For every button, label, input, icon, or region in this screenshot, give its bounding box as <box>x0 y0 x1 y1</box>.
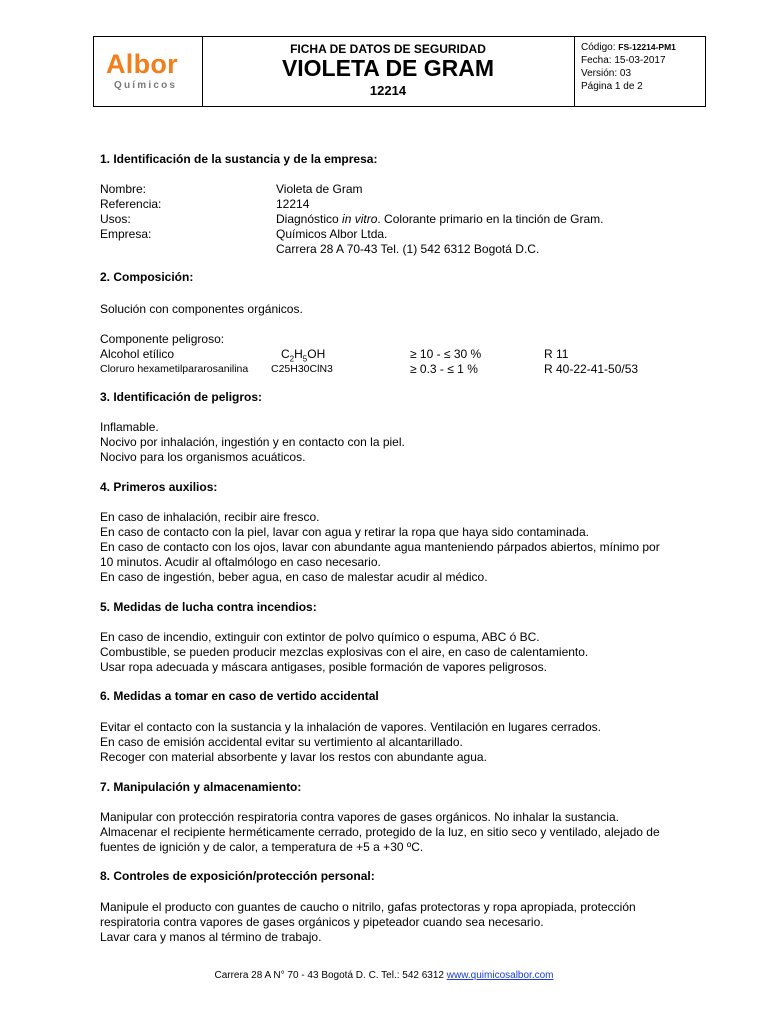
document-header <box>93 36 706 107</box>
paragraph-line: respiratoria contra vapores de gases orgánicos y pipeteador cuando sea necesario. <box>100 915 544 929</box>
document-metadata <box>575 37 705 106</box>
document-title: VIOLETA DE GRAM <box>281 55 495 81</box>
component-1-risk: R 11 <box>544 347 569 361</box>
paragraph-line: Manipular con protección respiratoria contra vapores de gases orgánicos. No inhalar la sustancia. <box>100 810 619 824</box>
section-8-heading: 8. Controles de exposición/protección personal: <box>100 869 375 883</box>
component-2-risk: R 40-22-41-50/53 <box>544 362 639 376</box>
section-1-heading: 1. Identificación de la sustancia y de la empresa: <box>100 152 378 166</box>
label-empresa: Empresa: <box>100 227 152 241</box>
usos-text-c: . Colorante primario en la tinción de Gram. <box>377 212 604 226</box>
code-value: FS-12214-PM1 <box>618 42 676 52</box>
component-2-concentration: ≥ 0.3 - ≤ 1 % <box>410 362 478 376</box>
value-nombre: Violeta de Gram <box>276 182 363 196</box>
component-1-name: Alcohol etílico <box>100 347 175 361</box>
formula-sub: 2 <box>289 354 295 364</box>
product-reference: 12214 <box>369 83 407 98</box>
version-row: Versión: 03 <box>581 68 632 79</box>
paragraph-line: En caso de incendio, extinguir con extintor de polvo químico o espuma, ABC ó BC. <box>100 630 540 644</box>
paragraph-line: Usar ropa adecuada y máscara antigases, posible formación de vapores peligrosos. <box>100 660 547 674</box>
formula-sub: 5 <box>302 354 308 364</box>
paragraph-line: En caso de emisión accidental evitar su vertimiento al alcantarillado. <box>100 735 463 749</box>
component-2-name: Cloruro hexametilpararosanilina <box>100 363 249 375</box>
paragraph-line: Recoger con material absorbente y lavar los restos con abundante agua. <box>100 750 487 764</box>
value-referencia: 12214 <box>276 197 310 211</box>
section-2-heading: 2. Composición: <box>100 270 194 284</box>
logo-subtitle: Químicos <box>114 80 178 91</box>
paragraph-line: Combustible, se pueden producir mezclas explosivas con el aire, en caso de calentamiento. <box>100 645 589 659</box>
paragraph-line: Evitar el contacto con la sustancia y la inhalación de vapores. Ventilación en lugares cerrados. <box>100 720 601 734</box>
code-label: Código: <box>581 42 616 53</box>
component-1-concentration: ≥ 10 - ≤ 30 % <box>410 347 482 361</box>
page-row: Página 1 de 2 <box>581 81 643 92</box>
website-link[interactable]: www.quimicosalbor.com <box>446 970 554 981</box>
paragraph-line: 10 minutos. Acudir al oftalmólogo en caso necesario. <box>100 555 381 569</box>
hazardous-component-label: Componente peligroso: <box>100 332 225 346</box>
value-empresa: Químicos Albor Ltda. <box>276 227 388 241</box>
paragraph-line: En caso de ingestión, beber agua, en caso de malestar acudir al médico. <box>100 570 488 584</box>
page-footer <box>0 970 768 981</box>
code-row <box>581 41 705 54</box>
paragraph-line: En caso de inhalación, recibir aire fresco. <box>100 510 320 524</box>
paragraph-line: En caso de contacto con la piel, lavar con agua y retirar la ropa que haya sido contaminada. <box>100 525 589 539</box>
paragraph-line: Almacenar el recipiente herméticamente cerrado, protegido de la luz, en sitio seco y ventilado, alejado de <box>100 825 660 839</box>
paragraph-line: Lavar cara y manos al término de trabajo. <box>100 930 322 944</box>
usos-text-a: Diagnóstico <box>276 212 343 226</box>
value-usos <box>276 212 604 227</box>
logo-wordmark: Albor <box>106 49 178 79</box>
paragraph-line: Manipule el producto con guantes de caucho o nitrilo, gafas protectoras y ropa apropiada, protección <box>100 900 636 914</box>
company-logo <box>94 37 203 106</box>
formula-part: OH <box>307 347 326 361</box>
paragraph-line: Nocivo por inhalación, ingestión y en contacto con la piel. <box>100 435 405 449</box>
paragraph-line: En caso de contacto con los ojos, lavar con abundante agua manteniendo párpados abiertos, mínimo por <box>100 540 660 554</box>
footer-address: Carrera 28 A N° 70 - 43 Bogotá D. C. Tel.: 542 6312 <box>214 970 447 981</box>
component-2-formula: C25H30ClN3 <box>271 363 333 375</box>
section-4-heading: 4. Primeros auxilios: <box>100 480 218 494</box>
composition-text: Solución con componentes orgánicos. <box>100 302 303 316</box>
section-3-heading: 3. Identificación de peligros: <box>100 390 263 404</box>
formula-part: H <box>294 347 303 361</box>
paragraph-line: fuentes de ignición y de calor, a temperatura de +5 a +30 ºC. <box>100 840 424 854</box>
formula-part: C <box>281 347 290 361</box>
date-row: Fecha: 15-03-2017 <box>581 55 666 66</box>
section-5-heading: 5. Medidas de lucha contra incendios: <box>100 600 317 614</box>
paragraph-line: Nocivo para los organismos acuáticos. <box>100 450 306 464</box>
header-title-block <box>202 37 575 106</box>
section-7-heading: 7. Manipulación y almacenamiento: <box>100 780 302 794</box>
usos-text-italic: in vitro <box>342 212 378 226</box>
value-direccion: Carrera 28 A 70-43 Tel. (1) 542 6312 Bogotá D.C. <box>276 242 540 256</box>
paragraph-line: Inflamable. <box>100 420 159 434</box>
label-usos: Usos: <box>100 212 131 226</box>
label-referencia: Referencia: <box>100 197 162 211</box>
label-nombre: Nombre: <box>100 182 147 196</box>
document-type: FICHA DE DATOS DE SEGURIDAD <box>290 42 486 56</box>
section-6-heading: 6. Medidas a tomar en caso de vertido accidental <box>100 689 379 703</box>
